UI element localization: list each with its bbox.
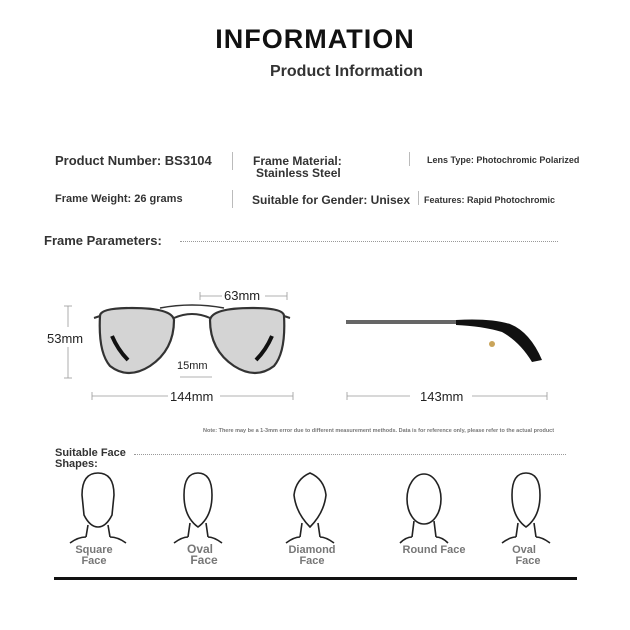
temple-length-label: 143mm <box>420 389 464 404</box>
frame-width-label: 144mm <box>170 389 214 404</box>
diamond-face-icon <box>286 473 334 543</box>
divider <box>232 152 233 170</box>
product-number: Product Number: BS3104 <box>55 153 212 168</box>
glasses-diagram <box>0 280 630 410</box>
square-face-icon <box>70 473 126 543</box>
face-label-diamond <box>280 545 344 567</box>
round-face-icon <box>400 474 448 543</box>
page-title: INFORMATION <box>215 24 415 54</box>
face-label-line1: Diamond <box>288 544 336 556</box>
face-label-round <box>396 545 472 556</box>
bridge-label: 15mm <box>177 360 208 372</box>
frame-parameters-heading: Frame Parameters: <box>44 233 162 248</box>
face-label-line1: Round Face <box>402 544 466 556</box>
divider <box>409 152 410 166</box>
features: Features: Rapid Photochromic <box>424 195 556 205</box>
frame-weight: Frame Weight: 26 grams <box>55 193 183 205</box>
face-label-oval-2 <box>496 545 552 567</box>
lens-type: Lens Type: Photochromic Polarized <box>427 155 580 165</box>
oval-face-icon <box>502 473 550 543</box>
face-label-line1: Oval <box>512 544 536 556</box>
divider <box>418 191 419 205</box>
face-label-line2: Face <box>190 553 218 567</box>
face-label-line2: Face <box>299 555 325 567</box>
face-label-line1: Square <box>75 544 113 556</box>
frame-material-label: Frame Material: <box>253 154 342 168</box>
measurement-note: Note: There may be a 1-3mm error due to different measurement methods. Data is for reference only, please refer to the actual product <box>203 428 555 434</box>
face-label-square <box>66 545 122 567</box>
face-shapes-row <box>0 465 630 545</box>
lens-height-label: 53mm <box>47 331 84 346</box>
lens-width-label: 63mm <box>224 288 261 303</box>
face-shapes-heading-line1: Suitable Face <box>55 447 126 459</box>
dotted-rule <box>134 454 566 455</box>
face-label-line1: Oval <box>186 542 213 556</box>
face-label-line2: Face <box>81 555 107 567</box>
gender: Suitable for Gender: Unisex <box>252 193 411 207</box>
face-label-oval <box>172 544 228 566</box>
dotted-rule <box>180 241 558 242</box>
frame-material-value: Stainless Steel <box>256 166 341 180</box>
face-shapes-heading-line2: Shapes: <box>55 458 98 470</box>
page-subtitle: Product Information <box>270 63 423 80</box>
oval-face-icon <box>174 473 222 543</box>
face-label-line2: Face <box>515 555 541 567</box>
divider <box>232 190 233 208</box>
glasses-side-view <box>346 320 542 363</box>
bottom-rule <box>54 577 577 580</box>
